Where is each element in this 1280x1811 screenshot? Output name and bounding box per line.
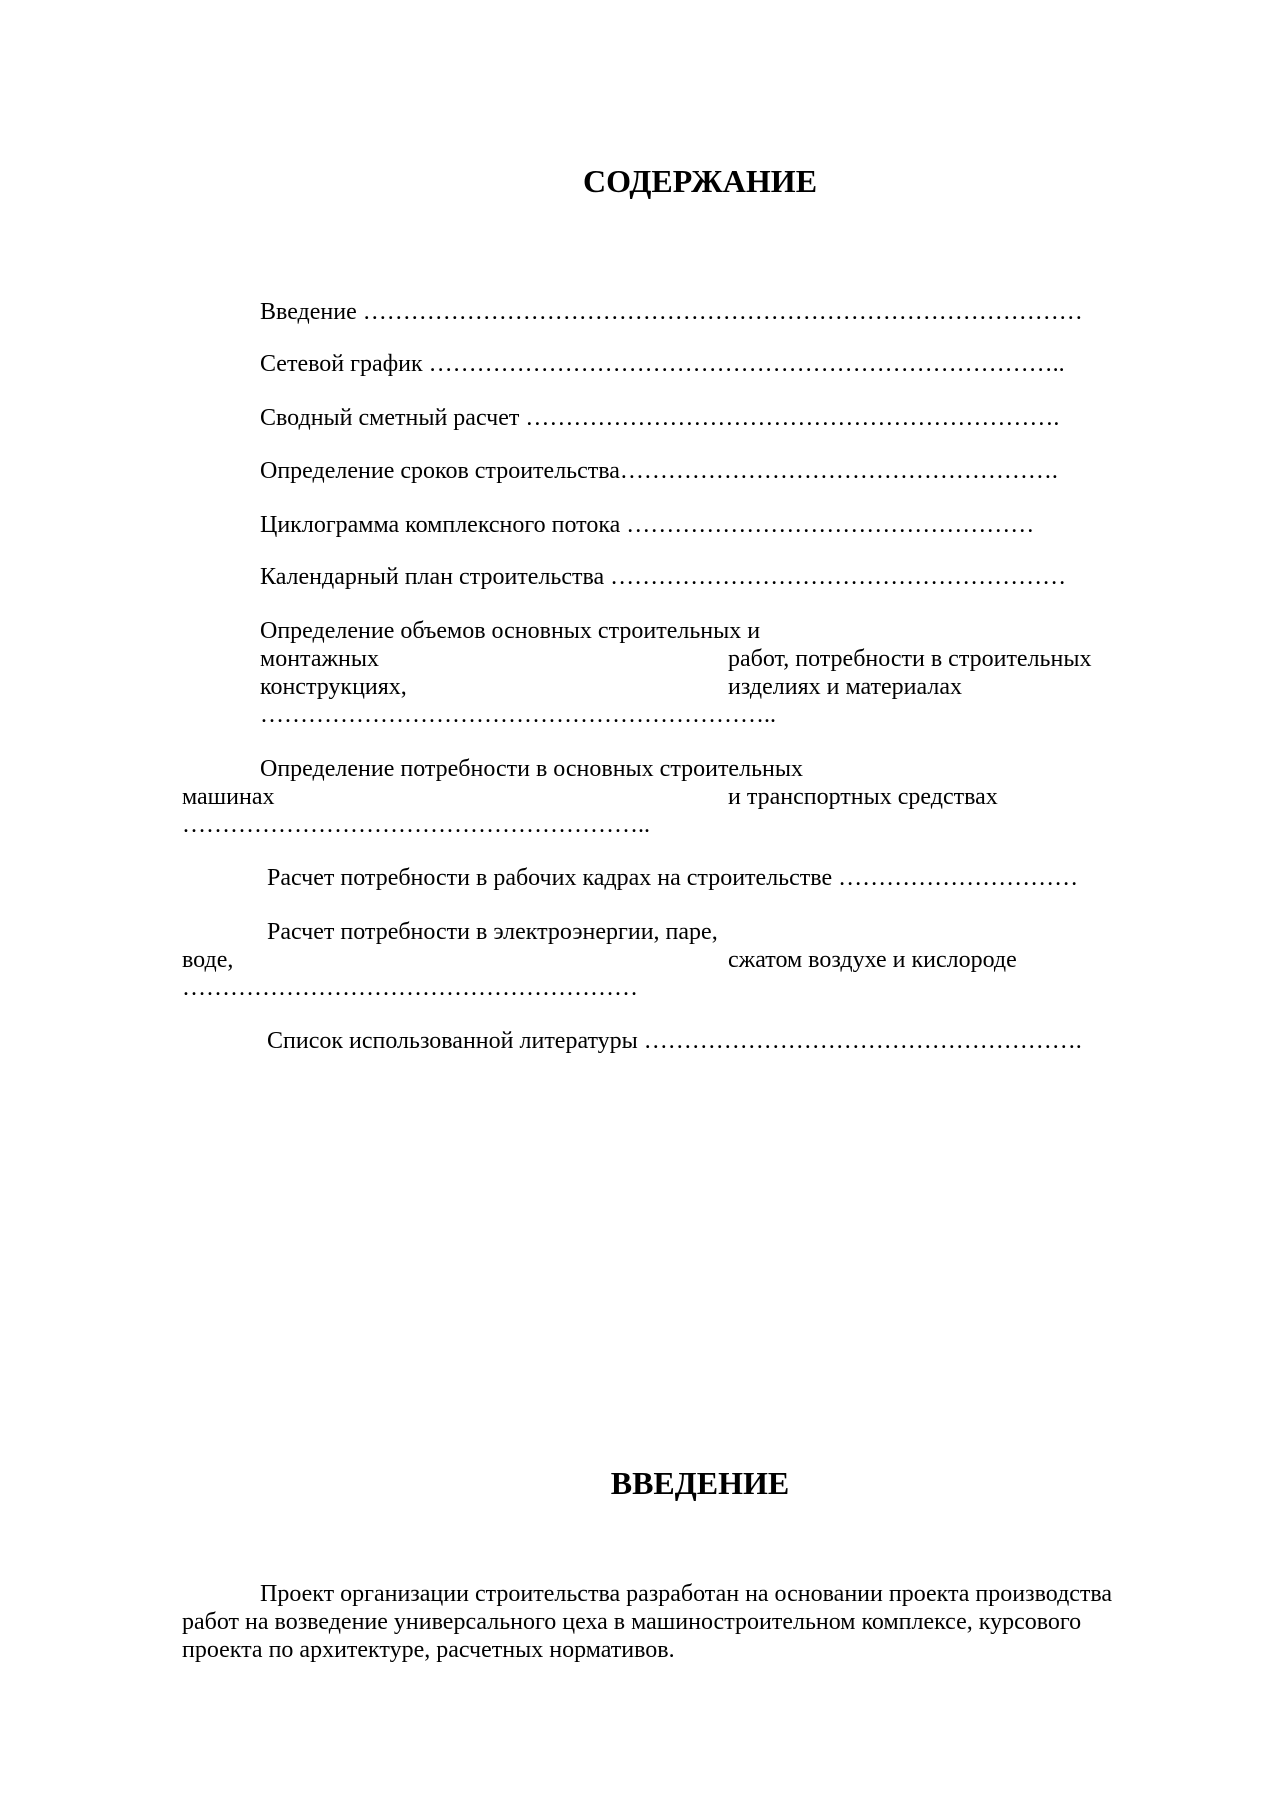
toc-entry-references: Список использованной литературы ………………………………………………. — [267, 1028, 1082, 1054]
toc-line: воде, — [182, 947, 234, 973]
toc-entry-construction-terms: Определение сроков строительства………………………………………………. — [260, 458, 1058, 484]
toc-entry-workforce: Расчет потребности в рабочих кадрах на строительстве ………………………… — [267, 865, 1079, 891]
toc-line: Расчет потребности в электроэнергии, паре, — [267, 919, 718, 945]
toc-line: работ, потребности в строительных — [728, 646, 1092, 672]
toc-line: машинах — [182, 784, 275, 810]
toc-line: сжатом воздухе и кислороде — [728, 947, 1017, 973]
toc-entry-introduction: Введение ……………………………………………………………………………… — [260, 299, 1083, 325]
toc-entry-cyclogram: Циклограмма комплексного потока …………………………………………… — [260, 512, 1035, 538]
introduction-title: ВВЕДЕНИЕ — [610, 1465, 790, 1501]
toc-line: и транспортных средствах — [728, 784, 998, 810]
toc-line: монтажных — [260, 646, 380, 672]
toc-line: ………………………………………………… — [182, 975, 638, 1001]
toc-line: ……………………………………………………….. — [260, 702, 776, 728]
paragraph-line: проекта по архитектуре, расчетных нормативов. — [182, 1637, 675, 1663]
toc-line: ………………………………………………….. — [182, 812, 650, 838]
toc-line: Определение объемов основных строительных и — [260, 618, 761, 644]
toc-entry-estimate: Сводный сметный расчет …………………………………………………………. — [260, 405, 1060, 431]
toc-line: Определение потребности в основных строительных — [260, 756, 803, 782]
toc-entry-calendar-plan: Календарный план строительства ………………………………………………… — [260, 564, 1067, 590]
paragraph-line: работ на возведение универсального цеха в машиностроительном комплексе, курсового — [182, 1609, 1082, 1635]
toc-line: изделиях и материалах — [728, 674, 962, 700]
paragraph-line: Проект организации строительства разработан на основании проекта производства — [260, 1581, 1113, 1607]
toc-line: конструкциях, — [260, 674, 407, 700]
toc-title: СОДЕРЖАНИЕ — [582, 163, 818, 199]
toc-entry-network-schedule: Сетевой график …………………………………………………………………….. — [260, 351, 1065, 377]
